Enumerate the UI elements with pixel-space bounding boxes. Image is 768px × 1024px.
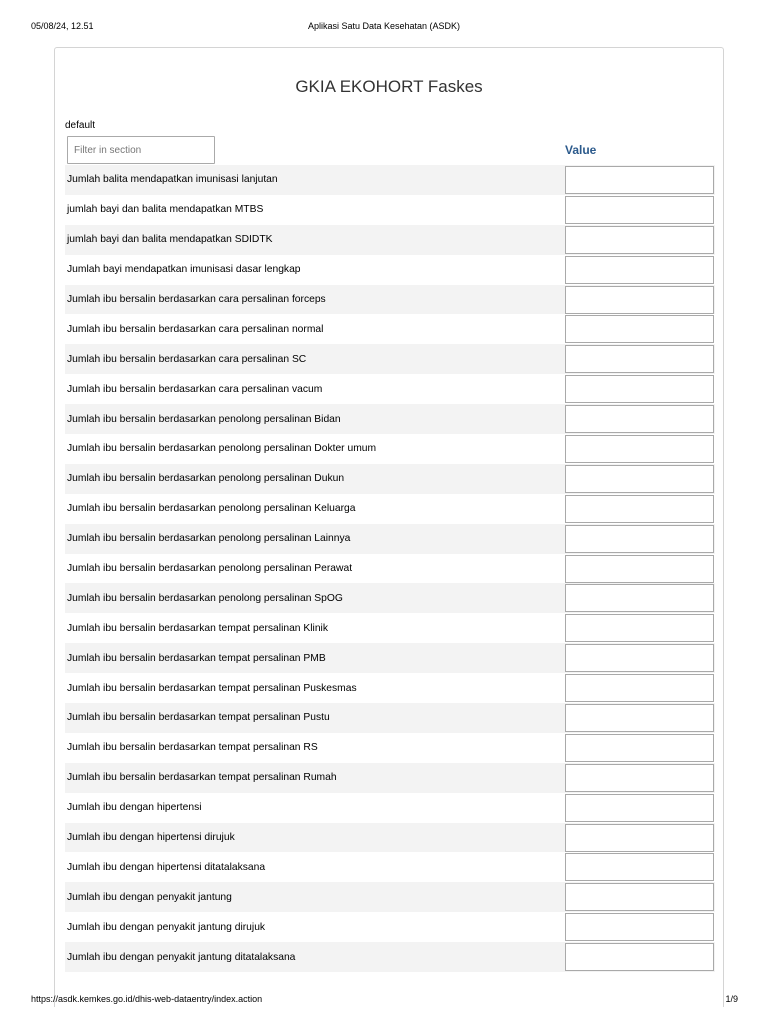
table-row bbox=[65, 195, 715, 225]
data-element-label: jumlah bayi dan balita mendapatkan SDIDTK bbox=[67, 234, 273, 246]
data-element-label: Jumlah ibu dengan hipertensi dirujuk bbox=[67, 832, 235, 844]
table-row bbox=[65, 494, 715, 524]
value-input[interactable] bbox=[565, 525, 714, 553]
table-row bbox=[65, 673, 715, 703]
table-row bbox=[65, 285, 715, 315]
value-column-header: Value bbox=[565, 143, 597, 157]
data-element-label: Jumlah ibu bersalin berdasarkan penolong persalinan Bidan bbox=[67, 413, 341, 425]
data-element-label: Jumlah ibu bersalin berdasarkan tempat persalinan RS bbox=[67, 742, 318, 754]
value-input[interactable] bbox=[565, 704, 714, 732]
value-input[interactable] bbox=[565, 883, 714, 911]
value-input[interactable] bbox=[565, 286, 714, 314]
value-input[interactable] bbox=[565, 435, 714, 463]
data-element-label: jumlah bayi dan balita mendapatkan MTBS bbox=[67, 204, 264, 216]
data-element-label: Jumlah ibu dengan penyakit jantung bbox=[67, 891, 232, 903]
value-input[interactable] bbox=[565, 345, 714, 373]
data-element-label: Jumlah ibu bersalin berdasarkan cara persalinan vacum bbox=[67, 383, 323, 395]
data-element-label: Jumlah ibu bersalin berdasarkan tempat persalinan Rumah bbox=[67, 772, 337, 784]
value-input[interactable] bbox=[565, 824, 714, 852]
table-row bbox=[65, 165, 715, 195]
data-element-label: Jumlah ibu bersalin berdasarkan penolong persalinan Perawat bbox=[67, 563, 353, 575]
data-element-label: Jumlah ibu dengan hipertensi ditatalaksana bbox=[67, 861, 266, 873]
data-element-label: Jumlah ibu bersalin berdasarkan penolong persalinan Lainnya bbox=[67, 533, 351, 545]
table-row bbox=[65, 733, 715, 763]
table-row bbox=[65, 464, 715, 494]
data-element-label: Jumlah bayi mendapatkan imunisasi dasar lengkap bbox=[67, 264, 301, 276]
table-row bbox=[65, 912, 715, 942]
table-row bbox=[65, 404, 715, 434]
table-row bbox=[65, 225, 715, 255]
value-input[interactable] bbox=[565, 943, 714, 971]
table-row bbox=[65, 554, 715, 584]
table-row bbox=[65, 255, 715, 285]
filter-in-section-input[interactable] bbox=[67, 136, 215, 164]
value-input[interactable] bbox=[565, 315, 714, 343]
data-element-label: Jumlah ibu bersalin berdasarkan tempat persalinan Puskesmas bbox=[67, 682, 357, 694]
data-element-label: Jumlah balita mendapatkan imunisasi lanjutan bbox=[67, 174, 278, 186]
table-row bbox=[65, 882, 715, 912]
data-element-label: Jumlah ibu dengan penyakit jantung dirujuk bbox=[67, 921, 266, 933]
value-input[interactable] bbox=[565, 614, 714, 642]
table-row bbox=[65, 643, 715, 673]
form-title: GKIA EKOHORT Faskes bbox=[295, 77, 483, 96]
value-input[interactable] bbox=[565, 375, 714, 403]
print-url: https://asdk.kemkes.go.id/dhis-web-dataentry/index.action bbox=[31, 994, 263, 1004]
data-entry-form bbox=[54, 47, 724, 1007]
value-input[interactable] bbox=[565, 495, 714, 523]
data-element-label: Jumlah ibu bersalin berdasarkan penolong persalinan Keluarga bbox=[67, 503, 356, 515]
table-row bbox=[65, 942, 715, 972]
data-element-label: Jumlah ibu bersalin berdasarkan cara persalinan forceps bbox=[67, 294, 326, 305]
data-element-label: Jumlah ibu bersalin berdasarkan tempat persalinan PMB bbox=[67, 652, 326, 664]
data-element-label: Jumlah ibu bersalin berdasarkan cara persalinan normal bbox=[67, 323, 324, 335]
table-row bbox=[65, 374, 715, 404]
print-page-number: 1/9 bbox=[725, 994, 738, 1004]
data-element-label: Jumlah ibu bersalin berdasarkan tempat persalinan Pustu bbox=[67, 712, 330, 724]
section-name: default bbox=[65, 120, 96, 131]
value-input[interactable] bbox=[565, 584, 714, 612]
print-footer bbox=[0, 994, 768, 1014]
table-row bbox=[65, 344, 715, 374]
value-input[interactable] bbox=[565, 405, 714, 433]
value-input[interactable] bbox=[565, 674, 714, 702]
data-element-label: Jumlah ibu bersalin berdasarkan penolong persalinan Dukun bbox=[67, 473, 345, 485]
value-input[interactable] bbox=[565, 226, 714, 254]
value-input[interactable] bbox=[565, 465, 714, 493]
value-input[interactable] bbox=[565, 913, 714, 941]
value-input[interactable] bbox=[565, 794, 714, 822]
data-element-table bbox=[65, 165, 715, 972]
value-input[interactable] bbox=[565, 166, 714, 194]
data-element-label: Jumlah ibu bersalin berdasarkan tempat persalinan Klinik bbox=[67, 622, 328, 634]
data-element-label: Jumlah ibu bersalin berdasarkan cara persalinan SC bbox=[67, 353, 307, 365]
value-input[interactable] bbox=[565, 196, 714, 224]
print-datetime: 05/08/24, 12.51 bbox=[31, 21, 94, 31]
table-row bbox=[65, 434, 715, 464]
table-row bbox=[65, 703, 715, 733]
table-row bbox=[65, 823, 715, 853]
table-row bbox=[65, 613, 715, 643]
table-row bbox=[65, 524, 715, 554]
value-input[interactable] bbox=[565, 734, 714, 762]
value-input[interactable] bbox=[565, 853, 714, 881]
data-element-label: Jumlah ibu dengan hipertensi bbox=[67, 802, 202, 814]
table-row bbox=[65, 314, 715, 344]
table-row bbox=[65, 793, 715, 823]
value-input[interactable] bbox=[565, 644, 714, 672]
value-input[interactable] bbox=[565, 764, 714, 792]
table-row bbox=[65, 852, 715, 882]
data-element-label: Jumlah ibu bersalin berdasarkan penolong persalinan SpOG bbox=[67, 592, 343, 604]
print-title: Aplikasi Satu Data Kesehatan (ASDK) bbox=[307, 21, 461, 31]
value-input[interactable] bbox=[565, 256, 714, 284]
table-row bbox=[65, 583, 715, 613]
table-row bbox=[65, 763, 715, 793]
data-element-label: Jumlah ibu dengan penyakit jantung ditatalaksana bbox=[67, 951, 296, 963]
value-input[interactable] bbox=[565, 555, 714, 583]
print-header bbox=[0, 0, 768, 40]
data-element-label: Jumlah ibu bersalin berdasarkan penolong persalinan Dokter umum bbox=[67, 443, 377, 455]
